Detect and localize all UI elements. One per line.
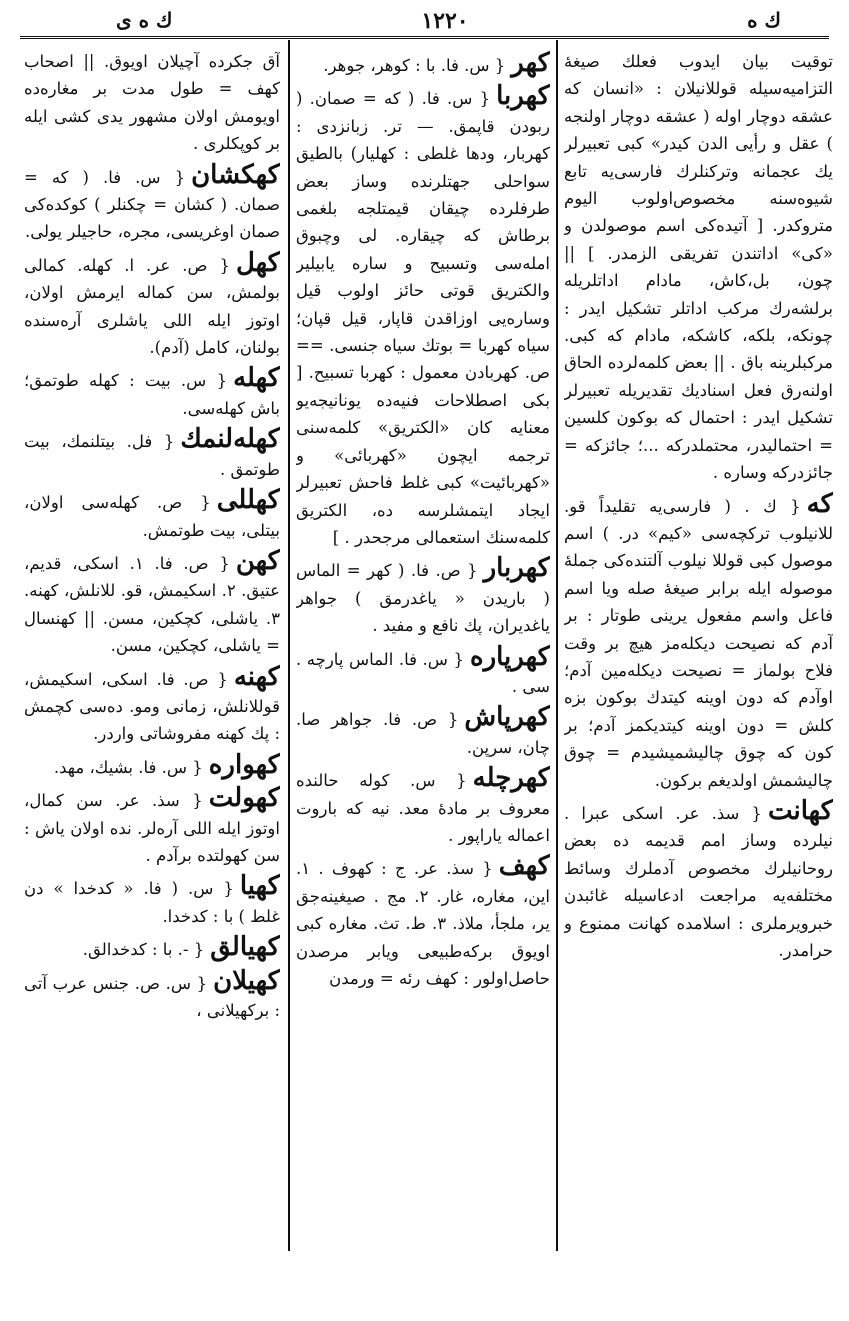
entry-definition: { سذ. عر. سن كمال، اوتوز ايله اللى آره‌لر. نده اولان ياش : سن كهولتده برآدم . bbox=[24, 791, 280, 865]
column-right bbox=[564, 48, 833, 1261]
entry-headword: كهله bbox=[233, 363, 280, 394]
dictionary-entry bbox=[24, 546, 280, 660]
entry-definition: { س. فا. ( كه = صمان. ( كشان = چكنلر ) كوكده‌كى صمان اوغريسى، مجره، حاجيلر يولى. bbox=[24, 167, 280, 242]
entry-definition: { سذ. عر. ج : كهوف . ١. اين، مغاره، غار. ٢. مج . صيغينه‌جق ير، ملجأ، ملاذ. ٣. ط. تث. مغاره كبى اويوق بركه‌طبيعى ويابر مرصدن حاصل‌اولور : كهف رئه = ورمدن bbox=[296, 859, 550, 988]
entry-headword: كهولت bbox=[208, 783, 280, 814]
entry-definition: توقيت بيان ايدوب فعلك صيغهٔ التزاميه‌سيله قوللانيلان : «انسان كه عشقه دوچار اوله ( عشقه دوچار اولنجه ) عقل و رأيى الدن كيدر» كبى تعبيرلر يك عجمانه وتركنلرك فارسى‌يه تابع شيوه‌سنه مخصوص‌اولوب اليوم متروكدر. [ آتيده‌كى اسم موصولدن و «كى» اداتندن تفريقى الزمدر. ] || چون، بل،كاش، مادام اداتلريله برلشه‌رك مركب اداتلر تشكيل ايدر : چونكه، بلكه، كاشكه، مادام كه كبى. مركبلرينه باق . || بعض كلمه‌لرده الحاق اولنه‌رق فعل اسناديك تقديريله تعبيرلر تشكيل ايدر : احتمال كه بوكون كلسين = احتماليدر، محتملدركه ...؛ جائزكه = جائزدركه وساره . bbox=[564, 52, 833, 483]
entry-definition: { ك . ( فارسى‌يه تقليداً قو. للانيلوب تركچه‌سى «كيم» در. ) اسم موصول كبى قوللا نيلوب آلتنده‌كى جملهٔ موصوله ايله برابر صيغهٔ صله ويا اسم فاعل واسم مفعول يرينى طوتار : بر آدم كه نصيحت ديكله‌مز هيچ بر وقت فلاح بولماز = نصيحت ديكله‌مين آدم؛ اوآدم كه دون اوينه كيتدك بوكون بزه كلش = دون اوينه كيتديكمز آدم؛ بر كون كه چوق چاليشميشيدم = چوق چاليشمش اولديغم بركون. bbox=[564, 496, 833, 790]
dictionary-entry bbox=[24, 662, 280, 748]
entry-definition: { -. با : كدخدالق. bbox=[82, 940, 205, 960]
dictionary-entry bbox=[296, 81, 550, 551]
entry-headword: كهللى bbox=[216, 485, 280, 516]
dictionary-entry bbox=[564, 48, 833, 487]
entry-definition: { ص. كهله‌سى اولان، بيتلى، بيت طوتمش. bbox=[24, 493, 280, 540]
entry-headword: كهف bbox=[498, 851, 550, 882]
entry-headword: كهيلان bbox=[213, 965, 280, 996]
entry-definition: { ص. فا. جواهر صا. چان، سرپن. bbox=[296, 710, 550, 757]
entry-definition: { س. فا. الماس پارچه . سى . bbox=[296, 649, 550, 696]
header-rule bbox=[20, 36, 829, 39]
entry-definition: { فل. بيتلنمك، بيت طوتمق . bbox=[24, 432, 280, 479]
entry-definition: { س. فا. بشيك، مهد. bbox=[53, 757, 203, 777]
entry-headword: كهيالق bbox=[210, 932, 280, 963]
dictionary-entry bbox=[24, 48, 280, 158]
entry-headword: كهربار bbox=[483, 553, 550, 584]
entry-headword: كهر bbox=[511, 48, 550, 78]
entry-headword: كهن bbox=[235, 545, 280, 576]
column-left bbox=[24, 48, 280, 1261]
dictionary-entry bbox=[24, 750, 280, 781]
dictionary-entry bbox=[24, 424, 280, 483]
entry-headword: كهرپاش bbox=[464, 702, 550, 733]
entry-definition: { س. ( فا. « كدخدا » دن غلط ) با : كدخدا. bbox=[24, 879, 280, 926]
entry-definition: { س. فا. با : كوهر، جوهر. bbox=[323, 56, 506, 75]
entry-definition: { ص. فا. اسكى، اسكيمش، قوللانلش، زمانى ومو. ده‌سى كچمش : پك كهنه مفروشاتى واردر. bbox=[24, 669, 280, 744]
dictionary-entry bbox=[296, 642, 550, 701]
entry-definition: { ص. عر. ا. كهله. كمالى بولمش، سن كماله ايرمش اولان، اوتوز ايله اللى ياشلرى آره‌سنده بولنان، كامل (آدم). bbox=[24, 255, 280, 358]
entry-definition: { سذ. عر. اسكى عبرا . نيلرده وساز امم قديمه ده بعض روحانيلرك مخصوص آدملرك وسائط مختلفه‌يه مراجعت ادعاسيله غائبدن خبرويرملرى : اسلامده كهانت ممنوع و حرامدر. bbox=[564, 803, 833, 960]
entry-headword: كه bbox=[806, 488, 833, 519]
entry-definition: { س. ص. جنس عرب آتى : بركهيلانى ، bbox=[24, 973, 280, 1020]
dictionary-entry bbox=[24, 932, 280, 963]
column-divider-left bbox=[288, 40, 290, 1251]
entry-definition: { ص. فا. ( كهر = الماس ( باريدن « ياغدرمق ) جواهر ياغديران، پك نافع و مفيد . bbox=[296, 561, 550, 636]
dictionary-entry bbox=[296, 48, 550, 79]
entry-definition: آق جكرده آچيلان اويوق. || اصحاب كهف = طول مدت بر مغاره‌ده اويومش اولان مشهور يدى كشى ايله بر كوپكلرى . bbox=[24, 52, 280, 154]
entry-definition: { س. كوله حالنده معروف بر مادهٔ معد. نيه كه باروت اعماله ياراپور . bbox=[296, 771, 550, 845]
entry-headword: كهيا bbox=[239, 871, 280, 902]
dictionary-entry bbox=[296, 851, 550, 992]
dictionary-entry bbox=[564, 489, 833, 794]
entry-headword: كهرچله bbox=[472, 763, 550, 794]
entry-headword: كهل bbox=[235, 247, 280, 278]
dictionary-entry bbox=[24, 966, 280, 1025]
entry-headword: كهربا bbox=[496, 81, 550, 112]
dictionary-entry bbox=[564, 796, 833, 964]
header-right-guide-word: ك ه bbox=[747, 8, 781, 32]
entry-headword: كهله‌لنمك bbox=[180, 424, 280, 455]
dictionary-entry bbox=[24, 363, 280, 422]
dictionary-entry bbox=[296, 763, 550, 849]
dictionary-entry bbox=[24, 248, 280, 362]
entry-headword: كهرپاره bbox=[469, 641, 550, 672]
page-header bbox=[20, 6, 829, 36]
header-left-guide-word: ك ه ى bbox=[116, 8, 173, 32]
dictionary-entry bbox=[24, 783, 280, 869]
entry-definition: { س. بيت : كهله طوتمق؛ باش كهله‌سى. bbox=[24, 371, 280, 418]
column-divider-right bbox=[556, 40, 558, 1251]
page-number: ١٢٢٠ bbox=[421, 8, 469, 34]
entry-definition: { س. فا. ( كه = صمان. ( ربودن قاپمق. — تر. زبانزدى : كهربار، ودها غلطى : كهليار) بالطيق سواحلى جهتلرنده وساز بعض طرفلرده چيقان قيمتلجه بلغمى برطاش كه چيقاره. لى وچبوق امله‌سى وتسبيح و ساره يابيلير والكتريق قوتى حائز اولوب قيل وساره‌يى اوزاقدن قاپار، قيل قپان؛ سياه كهربا = بوتك سياه جنسى. == ص. كهربادن معمول : كهربا تسبيح. [ بكى اصطلاحات فنيه‌ده يونانيجه‌يو معنايه كان «الكتريق» كلمه‌سنى ترجمه ايچون «كهربائى» و «كهربائيت» كبى غلط فاحش تعبيرلر ايجاد ايتمشلرسه ده، الكتريق كلمه‌سنك استعمالى مرجحدر . ] bbox=[296, 89, 550, 547]
entry-definition: { ص. فا. ١. اسكى، قديم، عتيق. ٢. اسكيمش، قو. للانلش، كهنه. ٣. ياشلى، كچكين، مسن. || كهنسال = ياشلى، كچكين، مسن. bbox=[24, 553, 280, 656]
dictionary-entry bbox=[296, 553, 550, 639]
dictionary-entry bbox=[296, 702, 550, 761]
dictionary-entry bbox=[24, 485, 280, 544]
dictionary-entry bbox=[24, 160, 280, 246]
entry-headword: كهكشان bbox=[191, 159, 280, 190]
entry-headword: كهنه bbox=[233, 661, 280, 692]
column-middle bbox=[296, 48, 550, 1261]
entry-headword: كهانت bbox=[767, 795, 833, 826]
entry-headword: كهواره bbox=[208, 749, 280, 780]
dictionary-entry bbox=[24, 871, 280, 930]
